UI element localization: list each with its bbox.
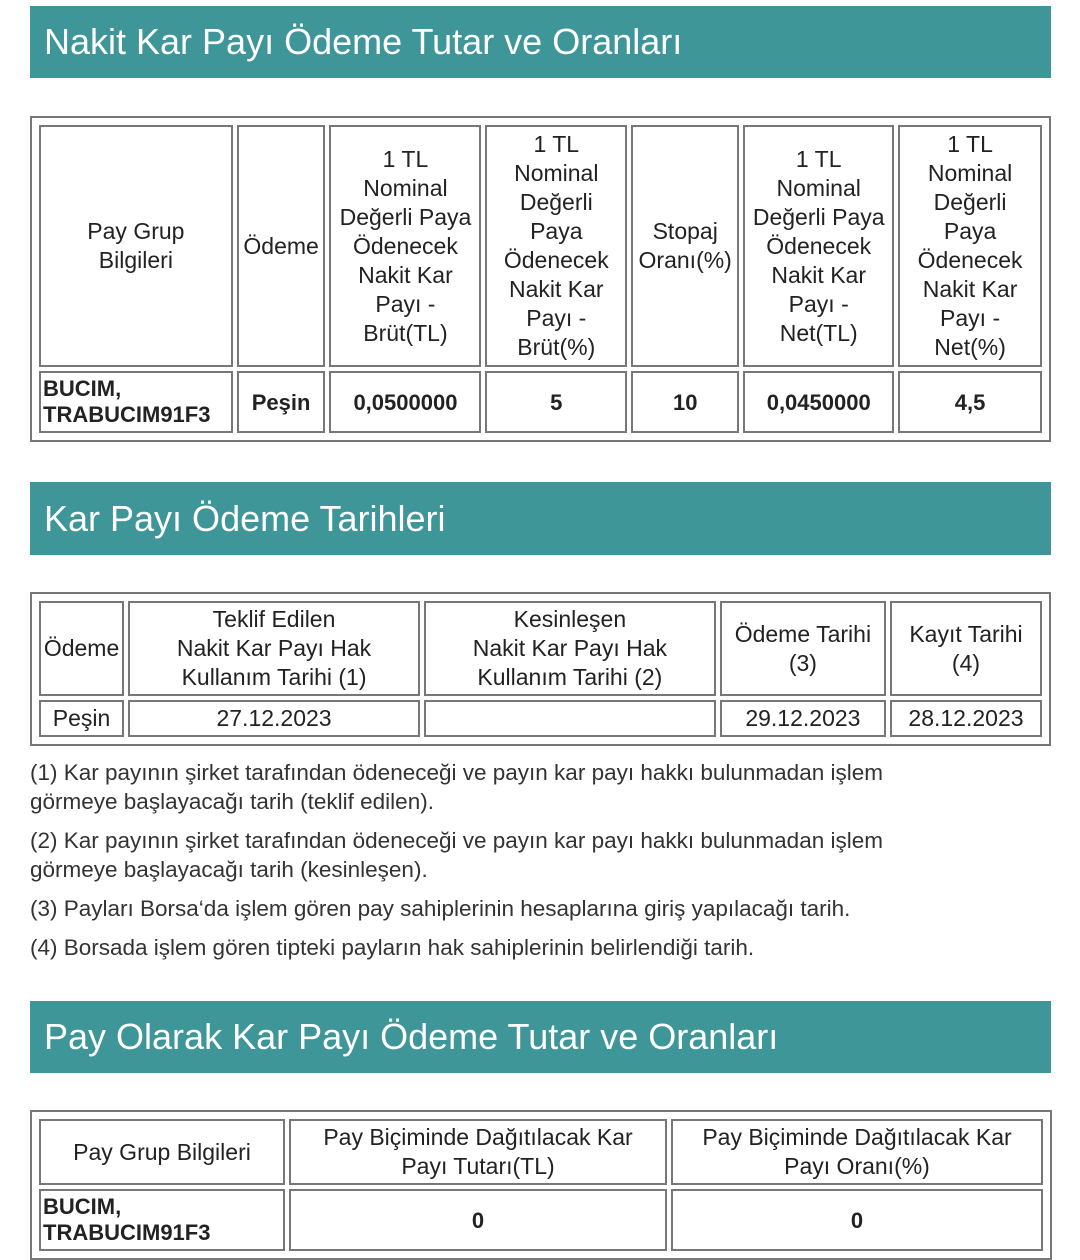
header-cell: Pay Grup Bilgileri [39,1119,285,1185]
header-cell: Kesinleşen Nakit Kar Payı Hak Kullanım Tarihi (2) [424,601,716,696]
section-title-stock-dividend [30,1001,1051,1073]
section-title-text: Pay Olarak Kar Payı Ödeme Tutar ve Oranları [44,1016,779,1057]
section-title-text: Nakit Kar Payı Ödeme Tutar ve Oranları [44,21,683,62]
header-cell: Pay Biçiminde Dağıtılacak Kar Payı Tutarı(TL) [289,1119,667,1185]
header-cell: 1 TL Nominal Değerli Paya Ödenecek Nakit Kar Payı - Net(%) [898,125,1042,367]
header-cell: 1 TL Nominal Değerli Paya Ödenecek Nakit Kar Payı - Brüt(TL) [329,125,481,367]
offered-date-cell: 27.12.2023 [128,700,420,737]
gross-pct-cell: 5 [485,371,627,433]
header-cell: 1 TL Nominal Değerli Paya Ödenecek Nakit Kar Payı - Net(TL) [743,125,894,367]
stock-dividend-table [30,1110,1052,1260]
table-header-row [39,1119,1043,1185]
footnote: (3) Payları Borsa‘da işlem gören pay sahiplerinin hesaplarına giriş yapılacağı tarih. [30,896,851,921]
record-date-cell: 28.12.2023 [890,700,1042,737]
section-title-cash-dividend [30,6,1051,78]
table-header-row [39,601,1042,696]
pay-group-cell: BUCIM, TRABUCIM91F3 [39,371,233,433]
table-row [39,1189,1043,1251]
header-cell: Ödeme [237,125,326,367]
header-cell: Ödeme Tarihi (3) [720,601,886,696]
final-date-cell [424,700,716,737]
header-cell: Teklif Edilen Nakit Kar Payı Hak Kullanım Tarihi (1) [128,601,420,696]
table-row [39,700,1042,737]
section-title-text: Kar Payı Ödeme Tarihleri [44,497,446,539]
header-cell: Kayıt Tarihi (4) [890,601,1042,696]
pay-group-cell: BUCIM, TRABUCIM91F3 [39,1189,285,1251]
ratio-cell: 0 [671,1189,1043,1251]
footnotes [30,758,1050,972]
amount-cell: 0 [289,1189,667,1251]
gross-tl-cell: 0,0500000 [329,371,481,433]
payment-cell: Peşin [237,371,326,433]
header-cell: 1 TL Nominal Değerli Paya Ödenecek Nakit Kar Payı - Brüt(%) [485,125,627,367]
net-tl-cell: 0,0450000 [743,371,894,433]
withholding-cell: 10 [631,371,739,433]
header-cell: Pay Grup Bilgileri [39,125,233,367]
payment-date-cell: 29.12.2023 [720,700,886,737]
header-cell: Ödeme [39,601,124,696]
net-pct-cell: 4,5 [898,371,1042,433]
cash-dividend-table [30,116,1051,442]
header-cell: Stopaj Oranı(%) [631,125,739,367]
payment-dates-table [30,592,1051,746]
footnote: (4) Borsada işlem gören tipteki payların hak sahiplerinin belirlendiği tarih. [30,935,755,960]
payment-cell: Peşin [39,700,124,737]
table-row [39,371,1042,433]
section-title-dates [30,482,1051,555]
header-cell: Pay Biçiminde Dağıtılacak Kar Payı Oranı(%) [671,1119,1043,1185]
footnote: (2) Kar payının şirket tarafından ödeneceği ve payın kar payı hakkı bulunmadan işlem görmeye başlayacağı tarih (kesinleşen). [30,828,883,882]
footnote: (1) Kar payının şirket tarafından ödeneceği ve payın kar payı hakkı bulunmadan işlem görmeye başlayacağı tarih (teklif edilen). [30,760,883,814]
table-header-row [39,125,1042,367]
